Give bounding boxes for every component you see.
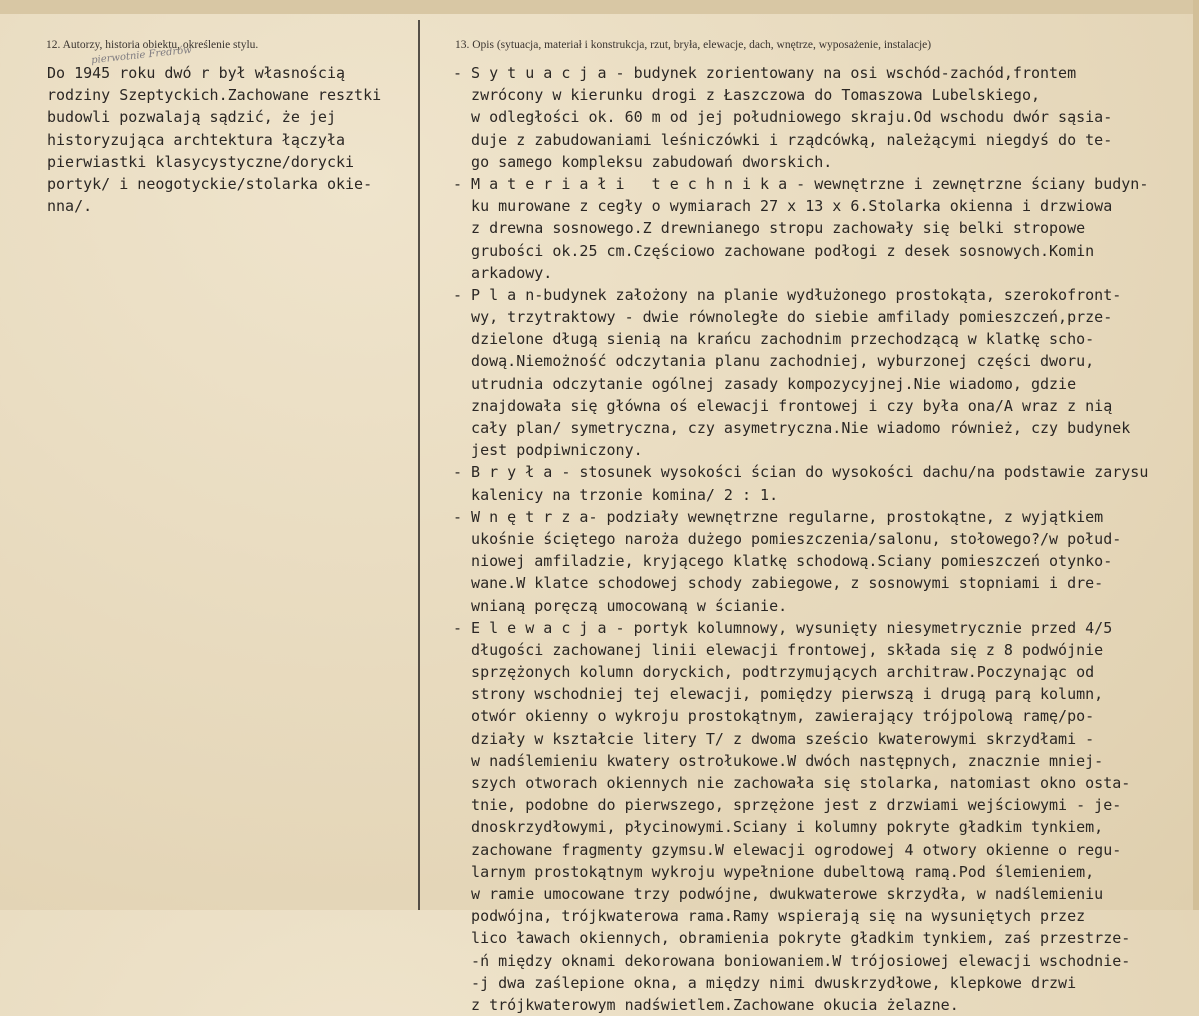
- field-13-label: 13. Opis (sytuacja, materiał i konstrukcja, rzut, bryła, elewacje, dach, wnętrze, wyposażenie, instalacje): [455, 39, 932, 51]
- typed-line-right: ukośnie ściętego naroża dużego pomieszczenia/salonu, stołowego?/w połud-: [453, 529, 1122, 548]
- paper-right-edge: [1193, 0, 1199, 910]
- typed-line-right: -ń między oknami dekorowana boniowaniem.W trójosiowej elewacji wschodnie-: [453, 951, 1131, 970]
- typed-line-right: dzielone długą sienią na krańcu zachodnim przechodzącą w klatkę scho-: [453, 330, 1095, 349]
- typed-line-left: nna/.: [47, 197, 93, 216]
- typed-line-right: z trójkwaterowym nadświetlem.Zachowane okucia żelazne.: [453, 995, 959, 1014]
- typed-line-right: wy, trzytraktowy - dwie równoległe do siebie amfilady pomieszczeń,prze-: [453, 308, 1113, 327]
- field-13-typed-text: [453, 62, 1148, 1016]
- typed-line-right: zachowane fragmenty gzymsu.W elewacji ogrodowej 4 otwory okienne o regu-: [453, 840, 1122, 859]
- typed-line-right: kalenicy na trzonie komina/ 2 : 1.: [453, 485, 779, 504]
- typed-line-right: grubości ok.25 cm.Częściowo zachowane podłogi z desek sosnowych.Komin: [453, 241, 1095, 260]
- typed-line-right: cały plan/ symetryczna, czy asymetryczna.Nie wiadomo również, czy budynek: [453, 419, 1131, 437]
- typed-line-left: rodziny Szeptyckich.Zachowane resztki: [47, 86, 382, 105]
- typed-line-right: długości zachowanej linii elewacji frontowej, składa się z 8 podwójnie: [453, 640, 1104, 659]
- typed-line-right: tnie, podobne do pierwszego, sprzężone jest z drzwiami wejściowymi - je-: [453, 796, 1122, 815]
- typed-line-right: lico ławach okiennych, obramienia pokryte gładkim tynkiem, zaś przestrze-: [453, 929, 1131, 948]
- typed-line-right: dową.Niemożność odczytania planu zachodniej, wyburzonej części dworu,: [453, 352, 1095, 371]
- typed-line-right: ku murowane z cegły o wymiarach 27 x 13 x 6.Stolarka okienna i drzwiowa: [453, 197, 1113, 216]
- typed-line-right: larnym prostokątnym wykroju wypełnione dubeltową ramą.Pod ślemieniem,: [453, 862, 1095, 881]
- typed-line-left: budowli pozwalają sądzić, że jej: [47, 108, 336, 127]
- typed-line-right: wane.W klatce schodowej schody zabiegowe, z sosnowymi stopniami i dre-: [453, 574, 1104, 593]
- handwritten-note: pierwotnie Fredrów: [90, 44, 193, 67]
- typed-line-right: w ramie umocowane trzy podwójne, dwukwaterowe skrzydła, w nadślemieniu: [453, 884, 1104, 903]
- field-12-typed-text: [47, 62, 381, 217]
- column-divider: [418, 20, 420, 910]
- typed-line-right: - E l e w a c j a - portyk kolumnowy, wysunięty niesymetrycznie przed 4/5: [453, 618, 1113, 637]
- typed-line-right: sprzężonych kolumn doryckich, podtrzymujących architraw.Poczynając od: [453, 663, 1095, 682]
- typed-line-right: działy w kształcie litery T/ z dwoma sześcio kwaterowymi skrzydłami -: [453, 729, 1095, 748]
- typed-line-right: dnoskrzydłowymi, płycinowymi.Sciany i kolumny pokryte gładkim tynkiem,: [453, 818, 1104, 837]
- typed-line-right: - S y t u a c j a - budynek zorientowany na osi wschód-zachód,frontem: [453, 64, 1077, 82]
- typed-line-right: go samego kompleksu zabudowań dworskich.: [453, 152, 833, 171]
- typed-line-right: utrudnia odczytanie ogólnej zasady kompozycyjnej.Nie wiadomo, gdzie: [453, 374, 1077, 393]
- typed-line-right: podwójna, trójkwaterowa rama.Ramy wspierają się na wysuniętych przez: [453, 907, 1086, 926]
- typed-line-right: duje z zabudowaniami leśniczówki i rządcówką, należącymi niegdyś do te-: [453, 130, 1113, 149]
- typed-line-left: historyzująca archtektura łączyła: [47, 130, 346, 149]
- typed-line-right: w odległości ok. 60 m od jej południowego skraju.Od wschodu dwór sąsia-: [453, 108, 1113, 127]
- paper-top-edge: [0, 0, 1199, 14]
- typed-line-right: znajdowała się główna oś elewacji frontowej i czy była ona/A wraz z nią: [453, 396, 1113, 415]
- typed-line-right: niowej amfiladzie, kryjącego klatkę schodową.Sciany pomieszczeń otynko-: [453, 552, 1113, 571]
- typed-line-right: - W n ę t r z a- podziały wewnętrzne regularne, prostokątne, z wyjątkiem: [453, 507, 1104, 526]
- typed-line-right: jest podpiwniczony.: [453, 441, 643, 460]
- typed-line-right: zwrócony w kierunku drogi z Łaszczowa do Tomaszowa Lubelskiego,: [453, 86, 1040, 105]
- typed-line-left: Do 1945 roku dwó r był własnością: [47, 64, 346, 82]
- typed-line-right: -j dwa zaślepione okna, a między nimi dwuskrzydłowe, klepkowe drzwi: [453, 973, 1077, 992]
- typed-line-right: - M a t e r i a ł i t e c h n i k a - wewnętrzne i zewnętrzne ściany budyn-: [453, 174, 1149, 193]
- typed-line-right: szych otworach okiennych nie zachowała się stolarka, natomiast okno osta-: [453, 774, 1131, 792]
- typed-line-right: arkadowy.: [453, 263, 553, 282]
- typed-line-right: w nadślemieniu kwatery ostrołukowe.W dwóch następnych, znacznie mniej-: [453, 751, 1104, 770]
- typed-line-right: z drewna sosnowego.Z drewnianego stropu zachowały się belki stropowe: [453, 219, 1086, 238]
- typed-line-left: portyk/ i neogotyckie/stolarka okie-: [47, 174, 373, 193]
- typed-line-right: - P l a n-budynek założony na planie wydłużonego prostokąta, szerokofront-: [453, 285, 1122, 304]
- typed-line-right: strony wschodniej tej elewacji, pomiędzy pierwszą i drugą parą kolumn,: [453, 685, 1104, 704]
- field-12-label: 12. Autorzy, historia obiektu, określenie stylu.: [46, 39, 259, 51]
- typed-line-right: otwór okienny o wykroju prostokątnym, zawierający trójpolową ramę/po-: [453, 707, 1095, 726]
- typed-line-right: wnianą poręczą umocowaną w ścianie.: [453, 596, 788, 615]
- typed-line-right: - B r y ł a - stosunek wysokości ścian do wysokości dachu/na podstawie zarysu: [453, 463, 1149, 482]
- typed-line-left: pierwiastki klasycystyczne/dorycki: [47, 152, 355, 171]
